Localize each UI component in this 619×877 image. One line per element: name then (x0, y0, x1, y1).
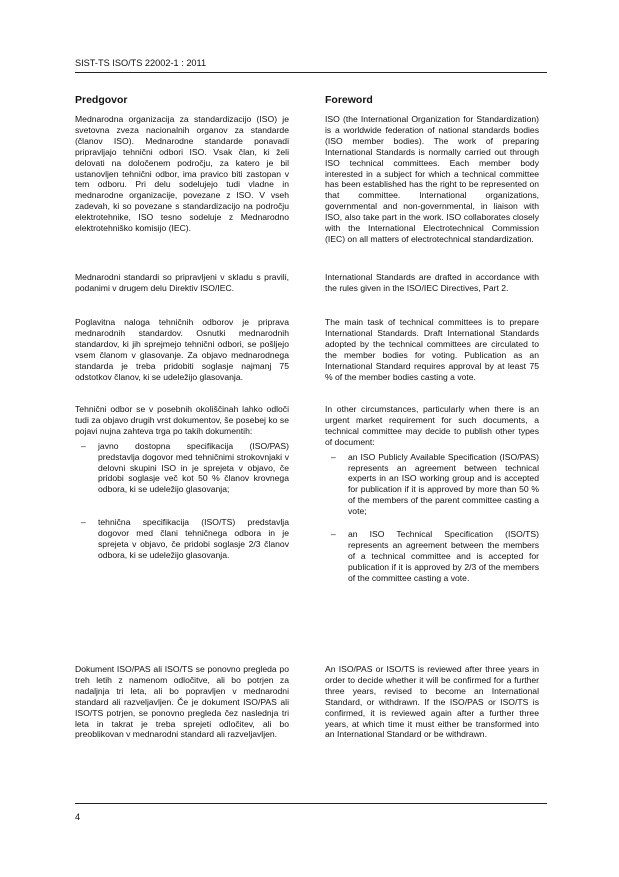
list-item: – an ISO Technical Specification (ISO/TS) represents an agreement between the members of a technical committee and is accepted for publication if it is approved by 2/3 of the members of the committee casting a vote. (331, 529, 539, 583)
paragraph-block-en-2 (325, 272, 539, 294)
paragraph-sl-5: Dokument ISO/PAS ali ISO/TS se ponovno pregleda po treh letih z namenom odločitve, ali bo potrjen za nadaljnja tri leta, ali bo popravljen v mednarodni standard ali razveljavljen. Če je dokument ISO/PAS ali ISO/TS potrjen, se ponovno pregleda čez naslednja tri leta in takrat je treba sprejeti odločitev, ali bo preoblikovan v mednarodni standard ali razveljavljen. (75, 664, 289, 740)
list-item: – javno dostopna specifikacija (ISO/PAS) predstavlja dogovor med tehničnimi strokovnjaki v delovni skupini ISO in je sprejeta v objavo, če pridobi soglasje več kot 50 % članov krovnega odbora, ki se udeležijo glasovanja; (81, 440, 289, 495)
paragraph-block-sl-5 (75, 664, 289, 740)
dash-marker: – (331, 451, 336, 462)
english-column (325, 94, 539, 740)
section-heading-en: Foreword (325, 94, 373, 106)
footer-rule (75, 803, 547, 804)
paragraph-en-3: The main task of technical committees is to prepare International Standards. Draft International Standards adopted by the technical committees are circulated to the member bodies for voting. Publication as an International Standard requires approval by at least 75 % of the member bodies casting a vote. (325, 317, 539, 382)
page-number: 4 (75, 812, 81, 822)
document-id-header: SIST-TS ISO/TS 22002-1 : 2011 (75, 58, 207, 68)
paragraph-en-5: An ISO/PAS or ISO/TS is reviewed after three years in order to decide whether it will be confirmed for a further three years, revised to become an International Standard, or withdrawn. If the ISO/PAS or ISO/TS is confirmed, it is reviewed again after a further three years, at which time it must either be transformed into an International Standard or be withdrawn. (325, 664, 539, 740)
section-heading-sl: Predgovor (75, 94, 128, 106)
paragraph-block-sl-4 (75, 404, 289, 561)
dash-marker: – (81, 440, 86, 451)
bullet-list-sl (75, 441, 289, 561)
header-rule (75, 72, 547, 73)
paragraph-block-en-5 (325, 664, 539, 740)
paragraph-en-4: In other circumstances, particularly when there is an urgent market requirement for such documents, a technical committee may decide to publish other types of document: (325, 404, 539, 447)
slovenian-column (75, 94, 289, 740)
paragraph-sl-4: Tehnični odbor se v posebnih okoliščinah lahko odloči tudi za objavo drugih vrst dokumentov, še posebej ko se pojavi nujna zahteva trga po takih dokumentih: (75, 404, 289, 436)
list-item: – tehnična specifikacija (ISO/TS) predstavlja dogovor med člani tehničnega odbora in je sprejeta v objavo, če pridobi soglasje 2/3 članov odbora, ki se udeležijo glasovanja. (81, 517, 289, 560)
paragraph-block-sl-2 (75, 272, 289, 294)
list-item: – an ISO Publicly Available Specification (ISO/PAS) represents an agreement between technical experts in an ISO working group and is accepted for publication if it is approved by more than 50 % of the members of the parent committee casting a vote; (331, 451, 539, 517)
paragraph-block-en-3 (325, 317, 539, 382)
paragraph-en-1: ISO (the International Organization for Standardization) is a worldwide federation of national standards bodies (ISO member bodies). The work of preparing International Standards is normally carried out through ISO technical committees. Each member body interested in a subject for which a technical committee has been established has the right to be represented on that committee. International organizations, governmental and non-governmental, in liaison with ISO, also take part in the work. ISO collaborates closely with the International Electrotechnical Commission (IEC) on all matters of electrotechnical standardization. (325, 114, 539, 244)
paragraph-sl-1: Mednarodna organizacija za standardizacijo (ISO) je svetovna zveza nacionalnih organov za standarde (članov ISO). Mednarodne standarde ponavadi pripravljajo tehnični odbori ISO. Vsak član, ki želi delovati na določenem področju, za katero je bil ustanovljen tehnični odbor, ima pravico biti zastopan v tem odboru. Pri delu sodelujejo tudi vladne in mednarodne organizacije, povezane z ISO. V vseh zadevah, ki so povezane s standardizacijo na področju elektrotehnike, ISO tesno sodeluje z Mednarodno elektrotehniško komisijo (IEC). (75, 114, 289, 234)
paragraph-en-2: International Standards are drafted in accordance with the rules given in the ISO/IEC Directives, Part 2. (325, 272, 539, 293)
paragraph-block-sl-3 (75, 317, 289, 382)
paragraph-sl-3: Poglavitna naloga tehničnih odborov je priprava mednarodnih standardov. Osnutki mednarodnih standardov, ki jih sprejmejo tehnični odbori, se pošljejo vsem članom v glasovanje. Za objavo mednarodnega standarda je treba pridobiti soglasje najmanj 75 odstotkov članov, ki se udeležijo glasovanja. (75, 317, 289, 382)
paragraph-sl-2: Mednarodni standardi so pripravljeni v skladu s pravili, podanimi v drugem delu Direktiv ISO/IEC. (75, 272, 289, 293)
paragraph-block-en-4 (325, 404, 539, 584)
dash-marker: – (331, 529, 336, 540)
dash-marker: – (81, 517, 86, 528)
bullet-list-en (325, 452, 539, 584)
